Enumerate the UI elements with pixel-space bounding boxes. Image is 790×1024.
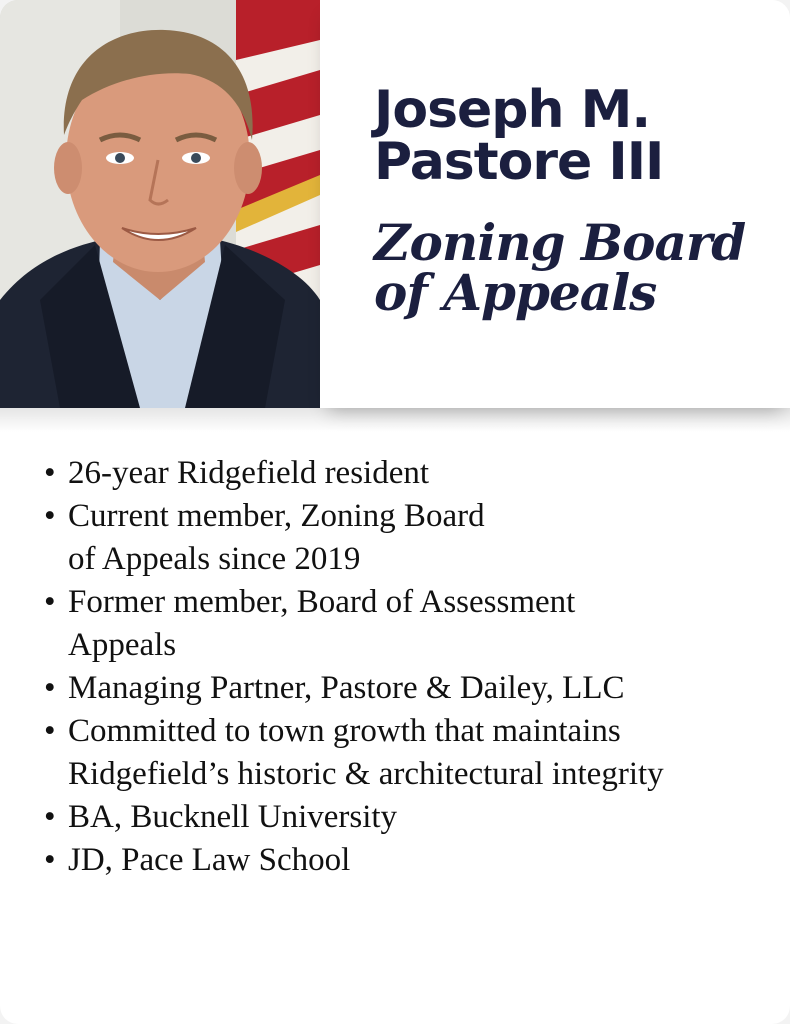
bio-list [44, 452, 774, 882]
candidate-name-line1: Joseph M. [374, 80, 651, 140]
bio-item [44, 495, 774, 581]
candidate-name [374, 80, 774, 192]
bullet-icon: • [44, 799, 56, 835]
bullet-icon: • [44, 584, 56, 620]
bio-item [44, 796, 774, 839]
header-shadow [0, 408, 790, 432]
candidate-portrait [0, 0, 320, 408]
bio-item [44, 452, 774, 495]
bio-item-line: JD, Pace Law School [68, 842, 351, 878]
candidate-name-line2: Pastore III [374, 132, 664, 192]
bullet-icon: • [44, 455, 56, 491]
bio-item [44, 581, 774, 667]
candidate-role-line1: Zoning Board [374, 213, 746, 272]
candidate-role [374, 213, 774, 322]
bio-item [44, 667, 774, 710]
bio-item-line: Committed to town growth that maintains [68, 713, 621, 749]
bio-item-line: Ridgefield’s historic & architectural integrity [68, 756, 664, 792]
bio-item-line: 26-year Ridgefield resident [68, 455, 430, 491]
bio-item-line: Appeals [68, 627, 177, 663]
bullet-icon: • [44, 670, 56, 706]
portrait-photo-icon [0, 0, 320, 408]
bio-item-line: BA, Bucknell University [68, 799, 398, 835]
header-panel [320, 0, 790, 408]
bio-item [44, 839, 774, 882]
bio-item-line: of Appeals since 2019 [68, 541, 361, 577]
bio-item-line: Former member, Board of Assessment [68, 584, 576, 620]
bio-item [44, 710, 774, 796]
bullet-icon: • [44, 842, 56, 878]
bullet-icon: • [44, 498, 56, 534]
candidate-role-line2: of Appeals [374, 263, 657, 322]
bio-item-line: Current member, Zoning Board [68, 498, 485, 534]
bio-item-line: Managing Partner, Pastore & Dailey, LLC [68, 670, 625, 706]
bullet-icon: • [44, 713, 56, 749]
